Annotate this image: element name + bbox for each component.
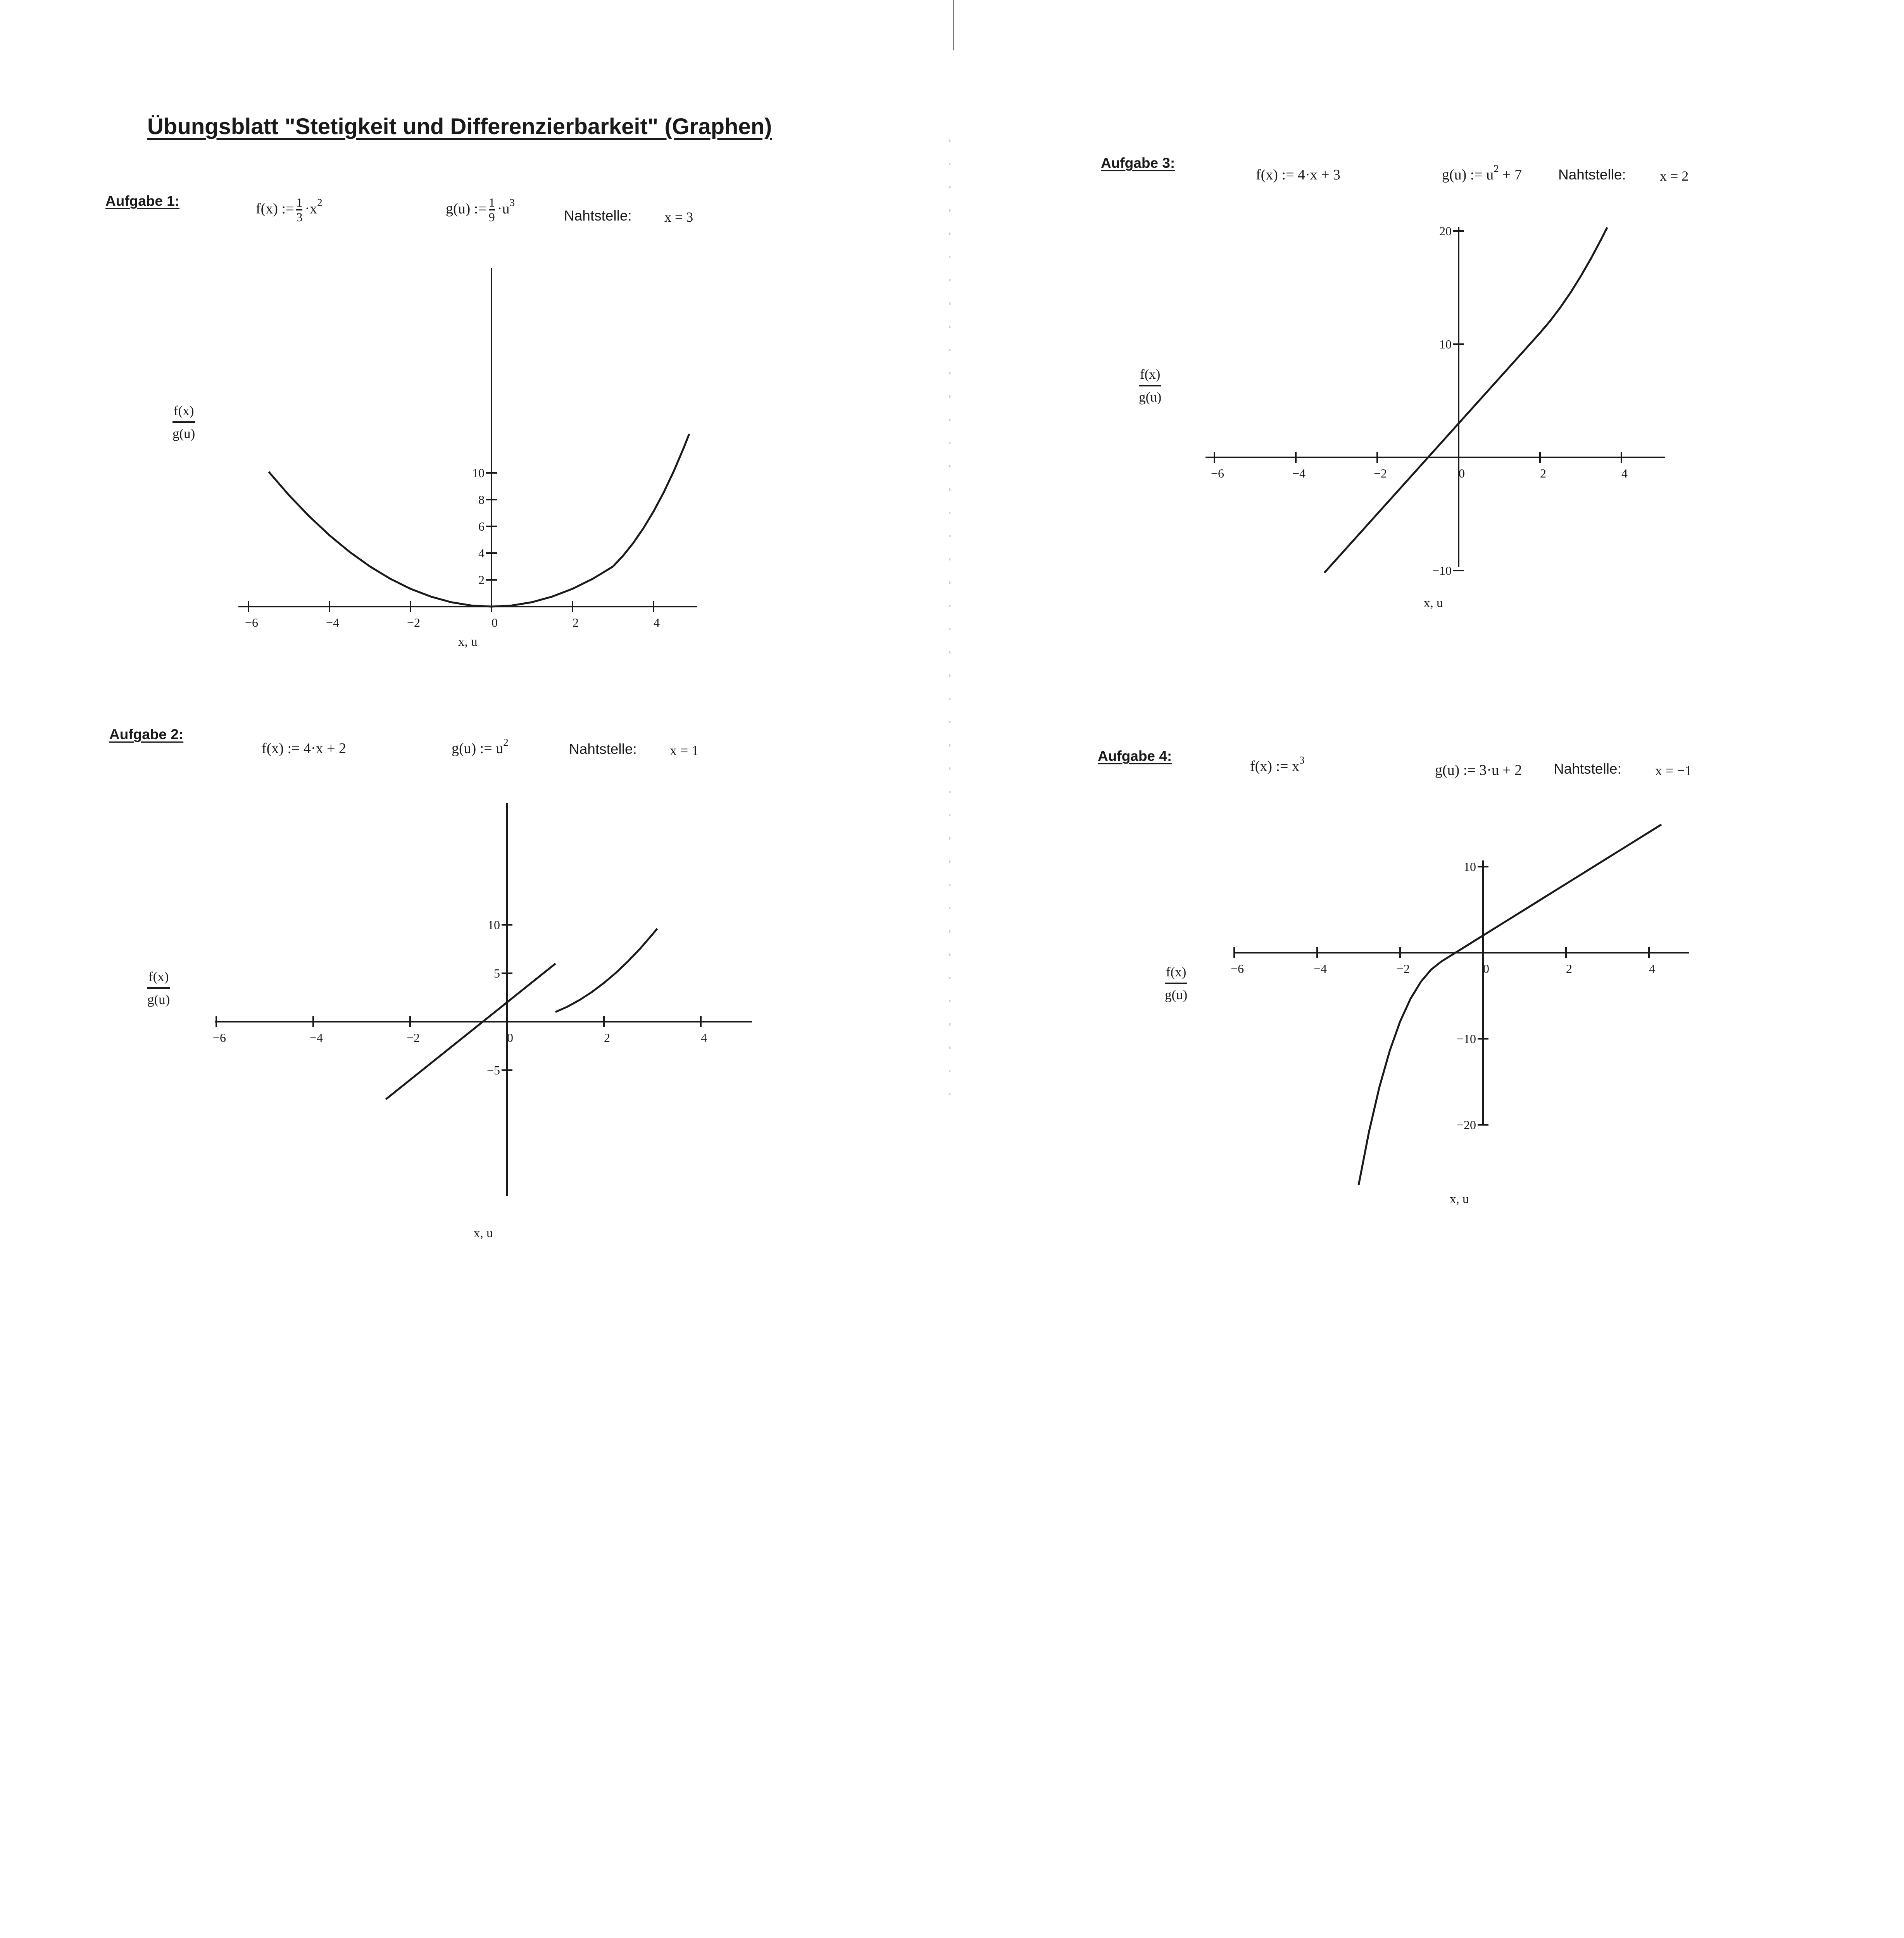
g-definition: g(u) := $\frac{1}{9}$ $\cdot u^3$ bbox=[446, 195, 515, 224]
page-title: Übungsblatt "Stetigkeit und Differenzierbarkeit" (Graphen) bbox=[147, 114, 772, 139]
y-tick-label: 2 bbox=[478, 573, 485, 587]
y-tick-label: −10 bbox=[1432, 564, 1452, 578]
y-tick-label: 10 bbox=[472, 466, 485, 480]
y-tick-label: −20 bbox=[1456, 1118, 1476, 1132]
y-tick-label: 10 bbox=[1464, 860, 1476, 874]
y-tick-label: 8 bbox=[478, 493, 485, 507]
g-definition: g(u) := $u^2 + 7$ bbox=[1442, 163, 1522, 183]
y-tick-label: 5 bbox=[494, 966, 500, 980]
f-definition: f(x) := 4·x + 2 bbox=[262, 740, 347, 757]
x-tick-label: −4 bbox=[309, 1031, 323, 1045]
x-axis-label: x, u bbox=[458, 635, 478, 649]
x-tick-label: −4 bbox=[326, 616, 340, 629]
x-tick-label: −6 bbox=[212, 1031, 226, 1045]
x-tick-label: 4 bbox=[1621, 466, 1628, 480]
x-tick-label: 0 bbox=[1459, 466, 1465, 480]
x-axis-label: x, u bbox=[1450, 1192, 1469, 1206]
y-tick-label: 10 bbox=[488, 918, 500, 932]
x-tick-label: 0 bbox=[1483, 962, 1489, 976]
y-tick-label: −10 bbox=[1456, 1032, 1476, 1046]
x-tick-label: 2 bbox=[604, 1031, 610, 1045]
x-tick-label: 2 bbox=[1540, 466, 1546, 480]
x-tick-label: −6 bbox=[1230, 962, 1244, 976]
task-label: Aufgabe 1: bbox=[105, 193, 180, 209]
f-definition: f(x) := $x^3$ bbox=[1250, 754, 1305, 774]
x-tick-label: 0 bbox=[507, 1031, 513, 1045]
x-axis-label: x, u bbox=[474, 1226, 493, 1240]
x-axis-label: x, u bbox=[1424, 596, 1443, 610]
y-tick-label: 20 bbox=[1439, 224, 1452, 238]
x-tick-label: 4 bbox=[701, 1031, 707, 1045]
x-tick-label: −6 bbox=[245, 616, 259, 629]
y-axis-label: f(x) g(u) bbox=[1165, 964, 1188, 1002]
x-tick-label: 4 bbox=[1649, 962, 1655, 976]
nahtstelle-label: Nahtstelle: bbox=[1554, 761, 1621, 777]
f-definition: f(x) := $\frac{1}{3}$ $\cdot x^2$ bbox=[256, 195, 323, 224]
nahtstelle-label: Nahtstelle: bbox=[569, 741, 637, 757]
series-line-1 bbox=[1359, 961, 1442, 1185]
y-axis-label: f(x) g(u) bbox=[172, 403, 195, 441]
x-tick-label: −4 bbox=[1292, 466, 1306, 480]
x-tick-label: 2 bbox=[1566, 962, 1572, 976]
task-label: Aufgabe 4: bbox=[1098, 748, 1172, 764]
g-definition: g(u) := $u^2$ bbox=[452, 736, 509, 757]
x-tick-label: 0 bbox=[492, 616, 498, 629]
x-tick-label: 4 bbox=[654, 616, 660, 629]
x-tick-label: −2 bbox=[1396, 962, 1410, 976]
y-tick-label: 10 bbox=[1439, 337, 1452, 351]
nahtstelle-value: x = 2 bbox=[1660, 168, 1689, 184]
g-definition: g(u) := 3·u + 2 bbox=[1435, 762, 1522, 778]
nahtstelle-value: x = 3 bbox=[664, 209, 693, 225]
y-axis-label: f(x) g(u) bbox=[147, 969, 170, 1007]
x-tick-label: 2 bbox=[573, 616, 579, 629]
nahtstelle-value: x = −1 bbox=[1655, 763, 1692, 778]
task-label: Aufgabe 2: bbox=[109, 726, 184, 742]
nahtstelle-label: Nahtstelle: bbox=[1558, 167, 1626, 183]
series-line-2 bbox=[1442, 824, 1661, 961]
y-tick-label: −5 bbox=[486, 1063, 500, 1077]
x-tick-label: −4 bbox=[1313, 962, 1327, 976]
x-tick-label: −2 bbox=[406, 1031, 420, 1045]
task-label: Aufgabe 3: bbox=[1101, 155, 1175, 171]
x-tick-label: −2 bbox=[1373, 466, 1387, 480]
x-tick-label: −2 bbox=[407, 616, 421, 629]
y-axis-label: f(x) g(u) bbox=[1139, 367, 1162, 405]
x-tick-label: −6 bbox=[1211, 466, 1224, 480]
f-definition: f(x) := 4·x + 3 bbox=[1256, 167, 1341, 183]
nahtstelle-value: x = 1 bbox=[670, 743, 699, 758]
y-tick-label: 4 bbox=[478, 546, 485, 560]
y-tick-label: 6 bbox=[478, 519, 485, 533]
nahtstelle-label: Nahtstelle: bbox=[564, 208, 632, 224]
